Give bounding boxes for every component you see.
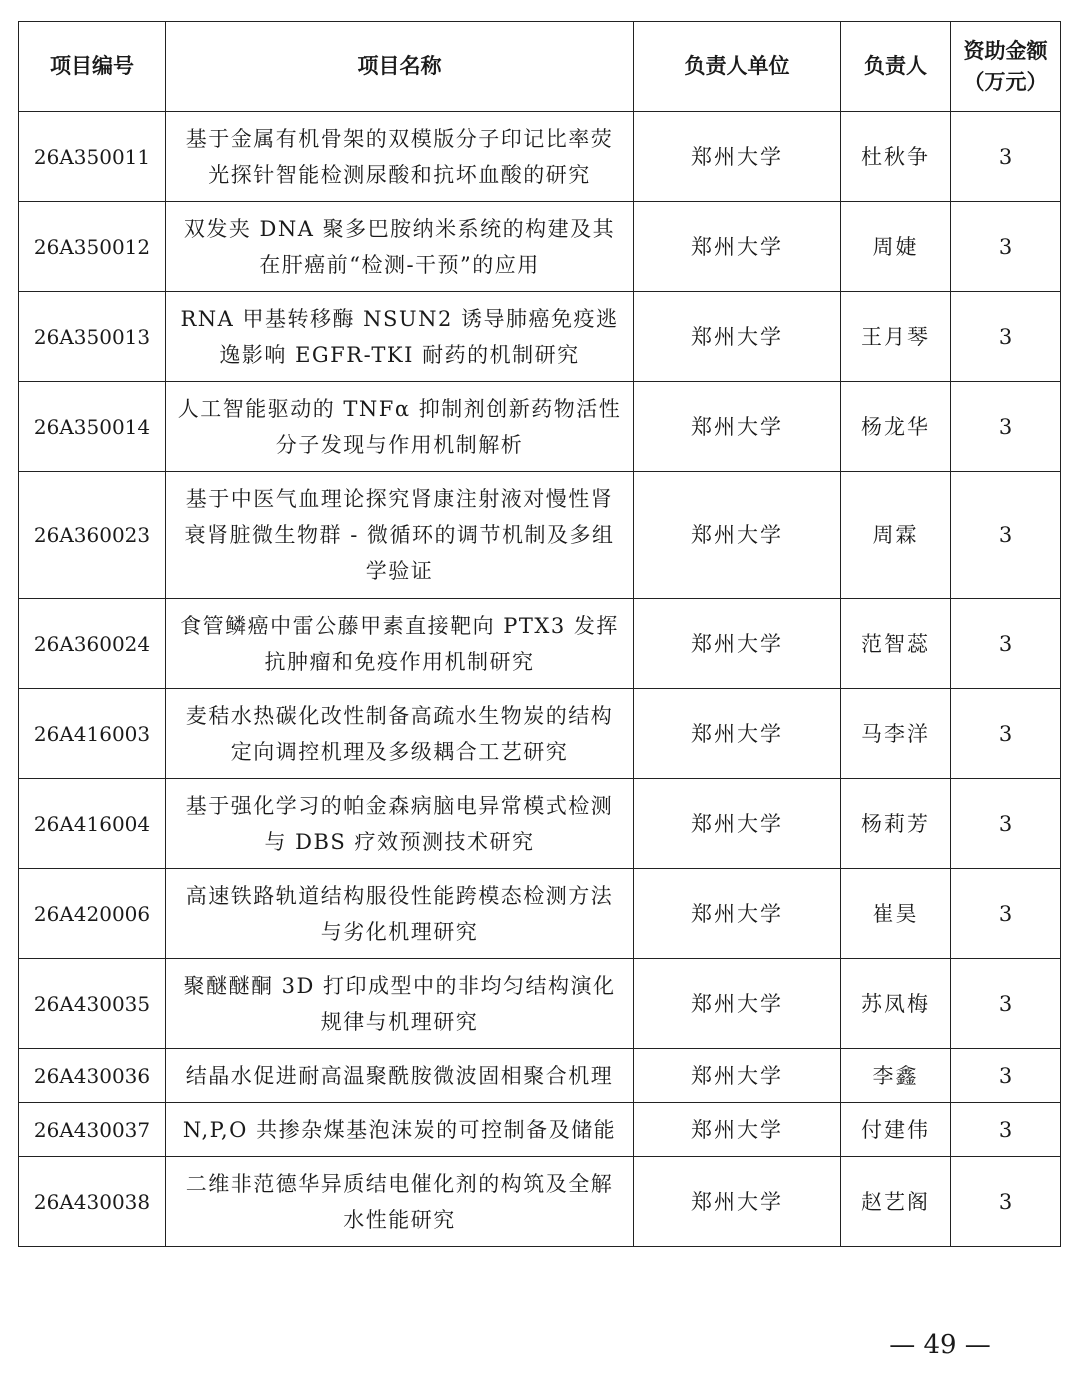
table-row — [19, 1103, 1061, 1157]
project-code: 26A430035 — [19, 959, 166, 1049]
responsible-unit: 郑州大学 — [634, 599, 841, 689]
responsible-person: 赵艺阁 — [841, 1157, 951, 1247]
project-name: 麦秸水热碳化改性制备高疏水生物炭的结构定向调控机理及多级耦合工艺研究 — [166, 689, 634, 779]
responsible-unit: 郑州大学 — [634, 1103, 841, 1157]
funding-amount: 3 — [951, 472, 1061, 599]
project-code: 26A416004 — [19, 779, 166, 869]
responsible-unit: 郑州大学 — [634, 382, 841, 472]
header-project-name: 项目名称 — [166, 22, 634, 112]
project-name: 基于中医气血理论探究肾康注射液对慢性肾衰肾脏微生物群 - 微循环的调节机制及多组学验证 — [166, 472, 634, 599]
responsible-person: 崔昊 — [841, 869, 951, 959]
table-row — [19, 689, 1061, 779]
table-header-row — [19, 22, 1061, 112]
page-number: — 49 — — [889, 1330, 991, 1360]
table-row — [19, 779, 1061, 869]
project-name: 基于金属有机骨架的双模版分子印记比率荧光探针智能检测尿酸和抗坏血酸的研究 — [166, 112, 634, 202]
funded-projects-table — [18, 21, 1061, 1247]
project-name: 聚醚醚酮 3D 打印成型中的非均匀结构演化规律与机理研究 — [166, 959, 634, 1049]
funding-amount: 3 — [951, 599, 1061, 689]
header-project-code: 项目编号 — [19, 22, 166, 112]
funding-amount: 3 — [951, 112, 1061, 202]
responsible-person: 杨龙华 — [841, 382, 951, 472]
project-code: 26A430037 — [19, 1103, 166, 1157]
responsible-unit: 郑州大学 — [634, 292, 841, 382]
responsible-unit: 郑州大学 — [634, 202, 841, 292]
funding-amount: 3 — [951, 1049, 1061, 1103]
project-name: RNA 甲基转移酶 NSUN2 诱导肺癌免疫逃逸影响 EGFR-TKI 耐药的机制研究 — [166, 292, 634, 382]
project-code: 26A430036 — [19, 1049, 166, 1103]
project-code: 26A350012 — [19, 202, 166, 292]
project-code: 26A416003 — [19, 689, 166, 779]
responsible-unit: 郑州大学 — [634, 869, 841, 959]
responsible-person: 范智蕊 — [841, 599, 951, 689]
table-row — [19, 292, 1061, 382]
responsible-person: 苏凤梅 — [841, 959, 951, 1049]
project-name: 食管鳞癌中雷公藤甲素直接靶向 PTX3 发挥抗肿瘤和免疫作用机制研究 — [166, 599, 634, 689]
responsible-unit: 郑州大学 — [634, 1157, 841, 1247]
project-code: 26A350011 — [19, 112, 166, 202]
funding-amount: 3 — [951, 869, 1061, 959]
table-row — [19, 382, 1061, 472]
header-responsible-person: 负责人 — [841, 22, 951, 112]
responsible-person: 马李洋 — [841, 689, 951, 779]
project-name: 二维非范德华异质结电催化剂的构筑及全解水性能研究 — [166, 1157, 634, 1247]
project-name: 双发夹 DNA 聚多巴胺纳米系统的构建及其在肝癌前“检测-干预”的应用 — [166, 202, 634, 292]
project-code: 26A360023 — [19, 472, 166, 599]
header-funding-amount — [951, 22, 1061, 112]
project-name: 基于强化学习的帕金森病脑电异常模式检测与 DBS 疗效预测技术研究 — [166, 779, 634, 869]
funding-amount: 3 — [951, 202, 1061, 292]
project-name: N,P,O 共掺杂煤基泡沫炭的可控制备及储能 — [166, 1103, 634, 1157]
table-row — [19, 869, 1061, 959]
responsible-person: 杨莉芳 — [841, 779, 951, 869]
responsible-unit: 郑州大学 — [634, 112, 841, 202]
table-row — [19, 1049, 1061, 1103]
responsible-unit: 郑州大学 — [634, 779, 841, 869]
responsible-unit: 郑州大学 — [634, 689, 841, 779]
funding-amount: 3 — [951, 959, 1061, 1049]
table-row — [19, 959, 1061, 1049]
funding-amount: 3 — [951, 1103, 1061, 1157]
responsible-person: 周婕 — [841, 202, 951, 292]
header-responsible-unit: 负责人单位 — [634, 22, 841, 112]
funding-amount: 3 — [951, 1157, 1061, 1247]
funding-amount: 3 — [951, 382, 1061, 472]
funding-amount: 3 — [951, 779, 1061, 869]
table-row — [19, 472, 1061, 599]
responsible-person: 付建伟 — [841, 1103, 951, 1157]
funding-amount: 3 — [951, 292, 1061, 382]
project-name: 人工智能驱动的 TNFα 抑制剂创新药物活性分子发现与作用机制解析 — [166, 382, 634, 472]
responsible-unit: 郑州大学 — [634, 1049, 841, 1103]
table-row — [19, 1157, 1061, 1247]
project-code: 26A430038 — [19, 1157, 166, 1247]
table-row — [19, 112, 1061, 202]
project-code: 26A350014 — [19, 382, 166, 472]
header-funding-amount-line2: （万元） — [963, 69, 1048, 94]
responsible-person: 王月琴 — [841, 292, 951, 382]
responsible-unit: 郑州大学 — [634, 472, 841, 599]
table-row — [19, 202, 1061, 292]
project-name: 高速铁路轨道结构服役性能跨模态检测方法与劣化机理研究 — [166, 869, 634, 959]
project-name: 结晶水促进耐高温聚酰胺微波固相聚合机理 — [166, 1049, 634, 1103]
responsible-unit: 郑州大学 — [634, 959, 841, 1049]
project-code: 26A350013 — [19, 292, 166, 382]
responsible-person: 周霖 — [841, 472, 951, 599]
responsible-person: 李鑫 — [841, 1049, 951, 1103]
project-code: 26A360024 — [19, 599, 166, 689]
header-funding-amount-line1: 资助金额 — [963, 38, 1048, 63]
table-row — [19, 599, 1061, 689]
funding-amount: 3 — [951, 689, 1061, 779]
project-code: 26A420006 — [19, 869, 166, 959]
responsible-person: 杜秋争 — [841, 112, 951, 202]
